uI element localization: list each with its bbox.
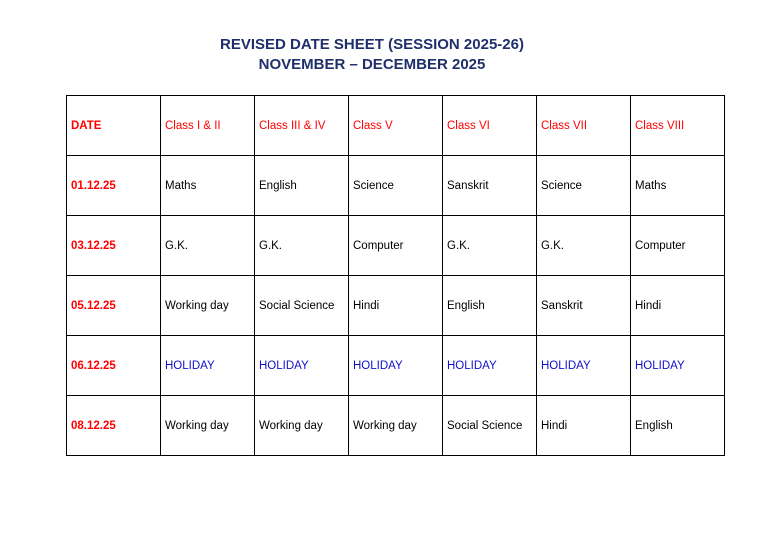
document-subtitle: NOVEMBER – DECEMBER 2025 [258,56,486,73]
subject-cell: Working day [161,276,255,336]
subject-cell: Sanskrit [537,276,631,336]
subject-cell: Science [537,156,631,216]
holiday-cell: HOLIDAY [443,336,537,396]
header-cell-class-8: Class VIII [631,96,725,156]
subject-cell: Social Science [443,396,537,456]
document-title: REVISED DATE SHEET (SESSION 2025-26) [220,36,524,53]
date-cell: 01.12.25 [67,156,161,216]
table-row [67,396,725,456]
subject-cell: Hindi [349,276,443,336]
subject-cell: English [443,276,537,336]
header-cell-class-7: Class VII [537,96,631,156]
header-cell-class-5: Class V [349,96,443,156]
subject-cell: Hindi [631,276,725,336]
subject-cell: English [255,156,349,216]
subject-cell: Computer [349,216,443,276]
header-cell-class-1-2: Class I & II [161,96,255,156]
subject-cell: Maths [631,156,725,216]
holiday-cell: HOLIDAY [537,336,631,396]
header-cell-date: DATE [67,96,161,156]
subject-cell: G.K. [161,216,255,276]
subject-cell: G.K. [443,216,537,276]
subject-cell: Science [349,156,443,216]
holiday-cell: HOLIDAY [349,336,443,396]
date-cell: 03.12.25 [67,216,161,276]
date-sheet-table [66,95,725,456]
subject-cell: Hindi [537,396,631,456]
subject-cell: G.K. [537,216,631,276]
subject-cell: Computer [631,216,725,276]
subject-cell: G.K. [255,216,349,276]
subject-cell: Sanskrit [443,156,537,216]
table-header-row [67,96,725,156]
header-cell-class-6: Class VI [443,96,537,156]
table-row [67,276,725,336]
date-cell: 06.12.25 [67,336,161,396]
date-cell: 08.12.25 [67,396,161,456]
subject-cell: Working day [255,396,349,456]
table-row [67,216,725,276]
subject-cell: Working day [161,396,255,456]
holiday-cell: HOLIDAY [631,336,725,396]
header-cell-class-3-4: Class III & IV [255,96,349,156]
subject-cell: Social Science [255,276,349,336]
subject-cell: English [631,396,725,456]
holiday-cell: HOLIDAY [255,336,349,396]
table-row-holiday [67,336,725,396]
date-cell: 05.12.25 [67,276,161,336]
subject-cell: Working day [349,396,443,456]
subject-cell: Maths [161,156,255,216]
holiday-cell: HOLIDAY [161,336,255,396]
table-row [67,156,725,216]
